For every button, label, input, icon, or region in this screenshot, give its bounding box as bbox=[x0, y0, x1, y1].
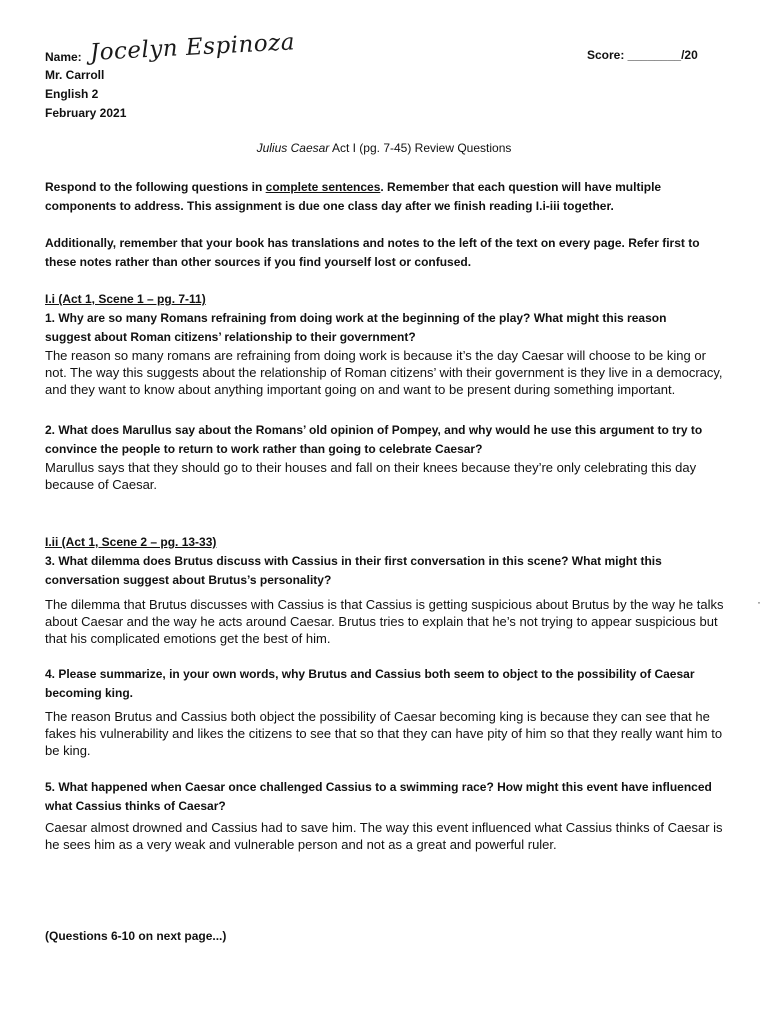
title-rest: Act I (pg. 7-45) Review Questions bbox=[329, 141, 512, 155]
instructions-paragraph-2: Additionally, remember that your book has translations and notes to the left of the text on every page. Refer first to these notes rather than other sources if you find yourself lost or confused. bbox=[45, 236, 700, 269]
next-page-note: (Questions 6-10 on next page...) bbox=[45, 929, 227, 943]
question-1: 1. Why are so many Romans refraining from doing work at the beginning of the play? What might this reason suggest about Roman citizens’ relationship to their government? bbox=[45, 311, 667, 344]
name-label: Name: bbox=[45, 50, 82, 64]
section-heading-scene-1: I.i (Act 1, Scene 1 – pg. 7-11) bbox=[45, 292, 206, 306]
question-5: 5. What happened when Caesar once challenged Cassius to a swimming race? How might this event have influenced what Cassius thinks of Caesar? bbox=[45, 780, 712, 813]
answer-1: The reason so many romans are refraining from doing work is because it’s the day Caesar will choose to be king or not. The way this suggests about the relationship of Roman citizens’ with their government is they live in a democracy, and they want to know about anything important going on and want to be present during something important. bbox=[45, 348, 723, 397]
answer-3: The dilemma that Brutus discusses with Cassius is that Cassius is getting suspicious about Brutus by the way he talks about Caesar and the way he acts around Caesar. Brutus tries to explain that he’s not trying to appear suspicious but that his complicated emotions get the best of him. bbox=[45, 597, 724, 646]
teacher-name: Mr. Carroll bbox=[45, 68, 105, 82]
question-3: 3. What dilemma does Brutus discuss with Cassius in their first conversation in this scene? What might this conversation suggest about Brutus’s personality? bbox=[45, 554, 662, 587]
answer-5: Caesar almost drowned and Cassius had to save him. The way this event influenced what Cassius thinks of Caesar is he sees him as a very weak and vulnerable person and not as a great and powerful ruler. bbox=[45, 820, 723, 852]
edge-mark: · bbox=[757, 595, 761, 609]
date-text: February 2021 bbox=[45, 106, 127, 120]
answer-2: Marullus says that they should go to their houses and fall on their knees because they’re only celebrating this day because of Caesar. bbox=[45, 460, 697, 492]
page-title bbox=[0, 141, 768, 155]
instructions-text: . Remember that each question will have multiple components to address. This assignment is due one class day after we finish reading I.i-iii together. bbox=[45, 180, 662, 213]
instructions-paragraph-1 bbox=[45, 178, 705, 216]
answer-4: The reason Brutus and Cassius both object the possibility of Caesar becoming king is because they can see that he fakes his vulnerability and likes the citizens to see that so that they can have pity of him so that they really want him to be king. bbox=[45, 709, 723, 758]
course-name: English 2 bbox=[45, 87, 99, 101]
handwritten-signature: Jocelyn Espinoza bbox=[89, 29, 296, 66]
score-field: Score: ________/20 bbox=[587, 48, 698, 62]
instructions-text: Respond to the following questions in bbox=[45, 180, 266, 194]
question-4: 4. Please summarize, in your own words, why Brutus and Cassius both seem to object to the possibility of Caesar becoming king. bbox=[45, 667, 695, 700]
complete-sentences-emphasis: complete sentences bbox=[265, 180, 381, 194]
title-play-name: Julius Caesar bbox=[256, 141, 330, 155]
section-heading-scene-2: I.ii (Act 1, Scene 2 – pg. 13-33) bbox=[45, 535, 217, 549]
question-2: 2. What does Marullus say about the Romans’ old opinion of Pompey, and why would he use this argument to try to convince the people to return to work rather than going to celebrate Caesar? bbox=[45, 423, 703, 456]
